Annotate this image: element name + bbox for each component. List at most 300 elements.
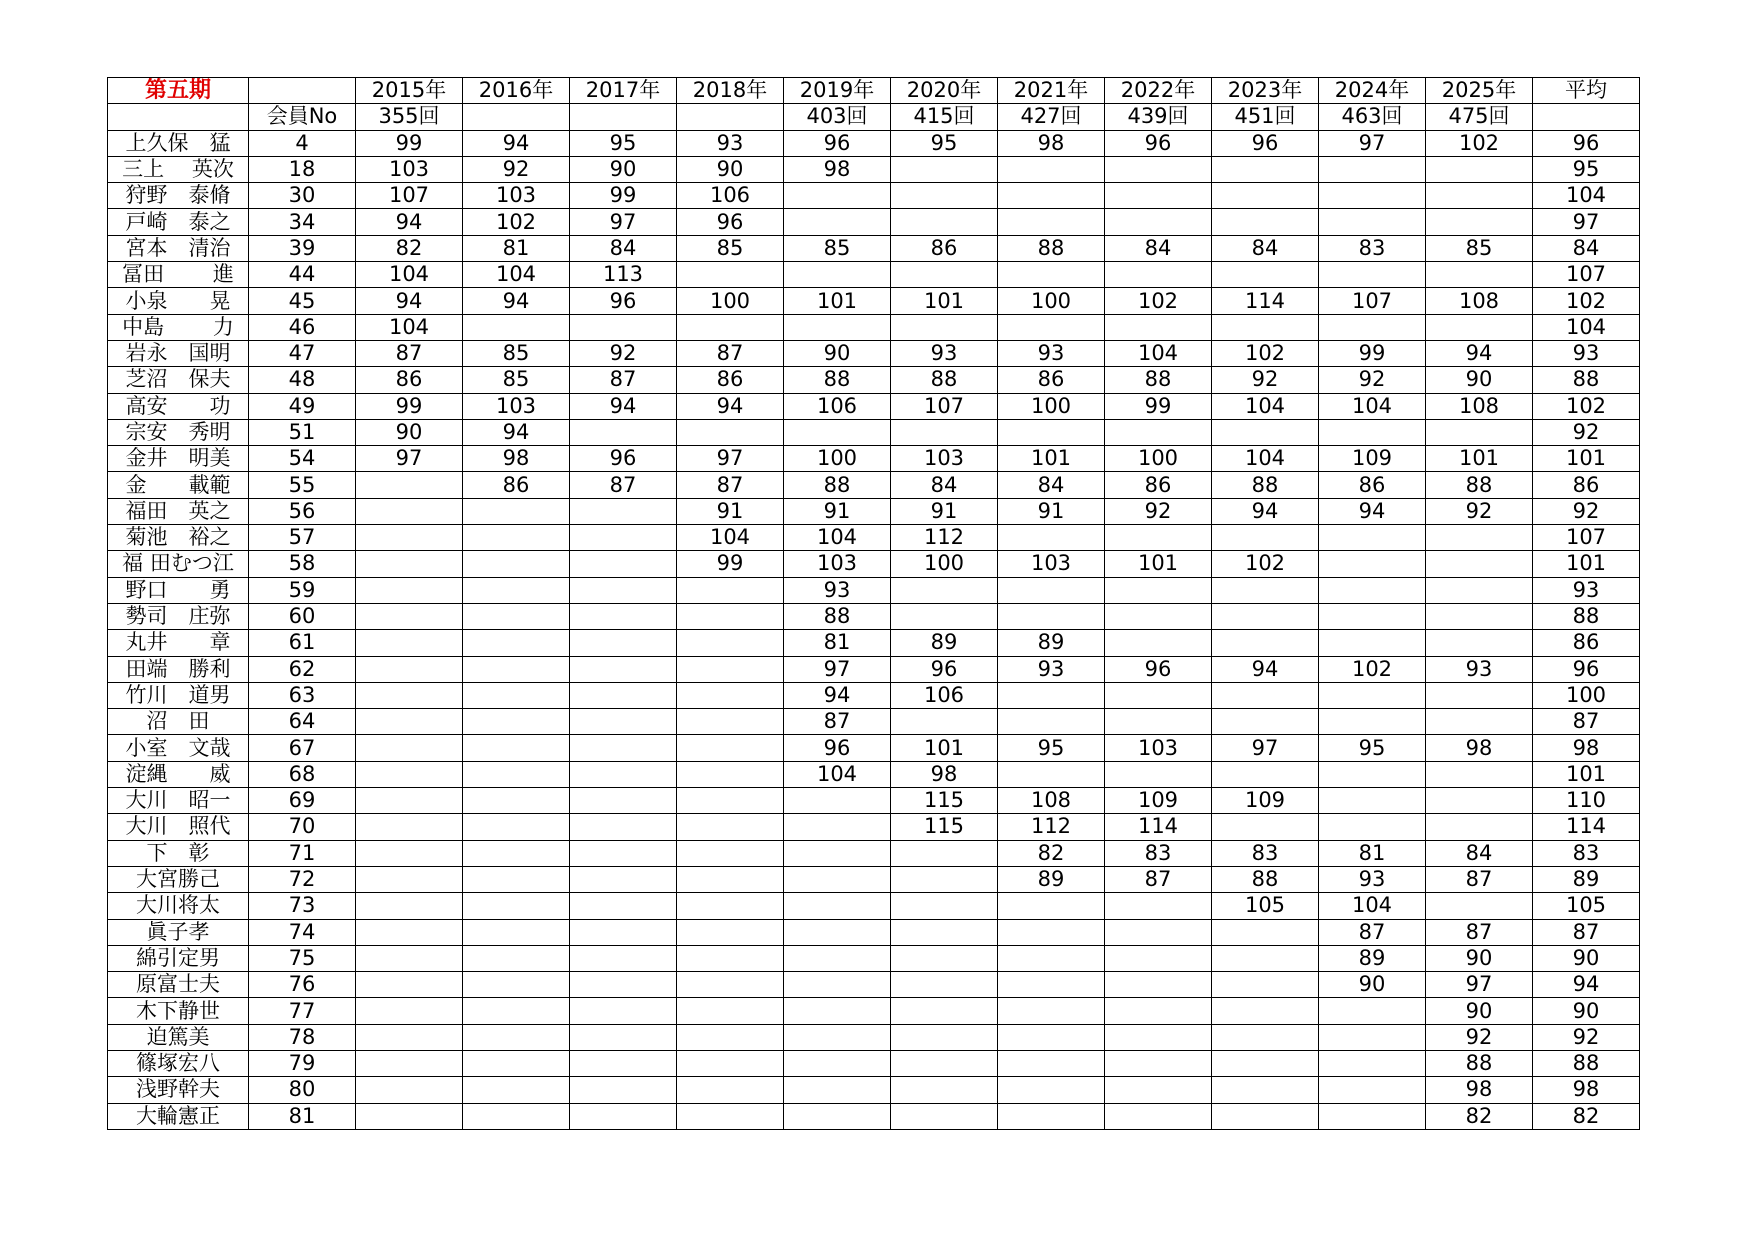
- score-cell: [1426, 183, 1533, 209]
- score-cell: [677, 735, 784, 761]
- score-cell: [998, 419, 1105, 445]
- member-name-cell: 木下静世: [108, 998, 249, 1024]
- member-row: [108, 761, 1640, 787]
- score-cell: 115: [891, 788, 998, 814]
- score-cell: [463, 788, 570, 814]
- member-no-cell: 78: [249, 1024, 356, 1050]
- member-no-cell: 77: [249, 998, 356, 1024]
- score-cell: [570, 709, 677, 735]
- score-cell: [784, 840, 891, 866]
- member-no-cell: 72: [249, 866, 356, 892]
- score-cell: [463, 709, 570, 735]
- score-cell: [1105, 209, 1212, 235]
- score-cell: 87: [1426, 919, 1533, 945]
- score-cell: [356, 630, 463, 656]
- score-cell: 83: [1319, 235, 1426, 261]
- score-cell: 88: [998, 235, 1105, 261]
- score-cell: [570, 998, 677, 1024]
- score-cell: [1212, 709, 1319, 735]
- score-cell: 87: [1319, 919, 1426, 945]
- score-cell: [463, 945, 570, 971]
- score-cell: [784, 945, 891, 971]
- score-cell: 101: [891, 735, 998, 761]
- member-row: [108, 945, 1640, 971]
- year-header: 2023年: [1212, 78, 1319, 104]
- score-cell: [1212, 630, 1319, 656]
- score-cell: [1212, 1077, 1319, 1103]
- score-cell: 87: [1105, 866, 1212, 892]
- average-cell: 92: [1533, 419, 1640, 445]
- score-cell: [1105, 525, 1212, 551]
- score-cell: 97: [1426, 972, 1533, 998]
- score-cell: 103: [891, 446, 998, 472]
- score-cell: [1105, 682, 1212, 708]
- average-cell: 86: [1533, 472, 1640, 498]
- score-cell: [784, 1024, 891, 1050]
- member-row: [108, 866, 1640, 892]
- score-cell: [1319, 682, 1426, 708]
- member-row: [108, 235, 1640, 261]
- score-cell: [1319, 1103, 1426, 1129]
- score-cell: 96: [784, 735, 891, 761]
- score-cell: 86: [463, 472, 570, 498]
- score-cell: 84: [1105, 235, 1212, 261]
- score-cell: [356, 998, 463, 1024]
- score-cell: 90: [784, 340, 891, 366]
- score-cell: 89: [998, 630, 1105, 656]
- member-row: [108, 735, 1640, 761]
- average-cell: 87: [1533, 709, 1640, 735]
- score-cell: [1212, 1050, 1319, 1076]
- score-cell: [1105, 603, 1212, 629]
- member-no-cell: 71: [249, 840, 356, 866]
- session-cell: 427回: [998, 104, 1105, 130]
- score-cell: [998, 682, 1105, 708]
- score-cell: 95: [1319, 735, 1426, 761]
- score-cell: [998, 998, 1105, 1024]
- member-row: [108, 972, 1640, 998]
- score-cell: 88: [1212, 472, 1319, 498]
- score-cell: [1105, 183, 1212, 209]
- score-cell: [677, 656, 784, 682]
- score-cell: [1212, 814, 1319, 840]
- member-no-cell: 49: [249, 393, 356, 419]
- score-cell: [998, 919, 1105, 945]
- session-cell: 463回: [1319, 104, 1426, 130]
- member-no-cell: 47: [249, 340, 356, 366]
- year-header: 2018年: [677, 78, 784, 104]
- score-cell: 114: [1105, 814, 1212, 840]
- score-cell: 100: [998, 393, 1105, 419]
- member-name-cell: 田端 勝利: [108, 656, 249, 682]
- score-cell: [677, 709, 784, 735]
- score-cell: 92: [570, 340, 677, 366]
- member-row: [108, 551, 1640, 577]
- score-cell: [1319, 262, 1426, 288]
- score-cell: 97: [356, 446, 463, 472]
- score-cell: [998, 1050, 1105, 1076]
- score-cell: 92: [1105, 498, 1212, 524]
- score-cell: 103: [784, 551, 891, 577]
- session-cell: 415回: [891, 104, 998, 130]
- score-cell: [677, 972, 784, 998]
- score-cell: [677, 314, 784, 340]
- year-header: 2025年: [1426, 78, 1533, 104]
- score-cell: 96: [1105, 656, 1212, 682]
- score-cell: [677, 919, 784, 945]
- average-cell: 104: [1533, 183, 1640, 209]
- score-cell: 82: [356, 235, 463, 261]
- score-cell: 86: [891, 235, 998, 261]
- average-header: 平均: [1533, 78, 1640, 104]
- score-cell: [891, 919, 998, 945]
- score-cell: [356, 577, 463, 603]
- member-name-cell: 丸井 章: [108, 630, 249, 656]
- score-cell: [356, 945, 463, 971]
- score-cell: [1319, 761, 1426, 787]
- score-cell: 95: [891, 130, 998, 156]
- score-cell: [1319, 998, 1426, 1024]
- score-cell: [1319, 577, 1426, 603]
- average-cell: 105: [1533, 893, 1640, 919]
- member-row: [108, 183, 1640, 209]
- score-cell: 92: [463, 156, 570, 182]
- score-cell: [463, 682, 570, 708]
- score-cell: [570, 525, 677, 551]
- member-name-cell: 菊池 裕之: [108, 525, 249, 551]
- average-cell: 100: [1533, 682, 1640, 708]
- average-cell: 93: [1533, 340, 1640, 366]
- score-cell: [356, 1050, 463, 1076]
- score-cell: [1319, 551, 1426, 577]
- year-header: 2021年: [998, 78, 1105, 104]
- score-cell: [1319, 525, 1426, 551]
- score-cell: [1105, 577, 1212, 603]
- score-cell: 87: [570, 472, 677, 498]
- score-cell: 103: [998, 551, 1105, 577]
- score-cell: [463, 314, 570, 340]
- member-row: [108, 393, 1640, 419]
- score-cell: 90: [1426, 945, 1533, 971]
- member-no-cell: 44: [249, 262, 356, 288]
- score-cell: 104: [1212, 446, 1319, 472]
- member-no-cell: 70: [249, 814, 356, 840]
- score-cell: [1212, 945, 1319, 971]
- member-name-cell: 篠塚宏八: [108, 1050, 249, 1076]
- score-cell: 96: [1212, 130, 1319, 156]
- score-cell: [891, 972, 998, 998]
- member-no-cell: 57: [249, 525, 356, 551]
- score-cell: 88: [1426, 472, 1533, 498]
- score-cell: [1212, 998, 1319, 1024]
- score-cell: 94: [463, 288, 570, 314]
- score-cell: 107: [1319, 288, 1426, 314]
- member-row: [108, 1077, 1640, 1103]
- average-cell: 89: [1533, 866, 1640, 892]
- average-cell: 104: [1533, 314, 1640, 340]
- member-no-cell: 58: [249, 551, 356, 577]
- score-cell: [891, 419, 998, 445]
- score-cell: [1212, 209, 1319, 235]
- average-cell: 82: [1533, 1103, 1640, 1129]
- score-cell: 87: [570, 367, 677, 393]
- score-cell: [998, 1024, 1105, 1050]
- score-cell: [463, 525, 570, 551]
- score-cell: [356, 1077, 463, 1103]
- year-header: 2017年: [570, 78, 677, 104]
- score-cell: [1426, 788, 1533, 814]
- score-cell: 91: [784, 498, 891, 524]
- score-cell: 95: [570, 130, 677, 156]
- score-cell: 98: [1426, 1077, 1533, 1103]
- score-cell: 100: [677, 288, 784, 314]
- score-cell: [677, 1050, 784, 1076]
- score-cell: 94: [356, 209, 463, 235]
- score-cell: [677, 1024, 784, 1050]
- score-cell: [1212, 682, 1319, 708]
- member-no-cell: 45: [249, 288, 356, 314]
- score-cell: [1319, 314, 1426, 340]
- score-cell: 90: [570, 156, 677, 182]
- score-cell: 92: [1426, 498, 1533, 524]
- score-cell: 83: [1105, 840, 1212, 866]
- score-cell: 94: [1212, 656, 1319, 682]
- score-cell: [784, 314, 891, 340]
- member-row: [108, 340, 1640, 366]
- score-cell: [1426, 209, 1533, 235]
- score-cell: 104: [1319, 393, 1426, 419]
- score-cell: 91: [891, 498, 998, 524]
- score-cell: 109: [1212, 788, 1319, 814]
- score-cell: [1212, 419, 1319, 445]
- member-no-cell: 51: [249, 419, 356, 445]
- score-cell: 102: [1319, 656, 1426, 682]
- session-cell: [677, 104, 784, 130]
- score-cell: 114: [1212, 288, 1319, 314]
- member-row: [108, 130, 1640, 156]
- score-cell: [1105, 1050, 1212, 1076]
- score-cell: [998, 761, 1105, 787]
- score-cell: 93: [891, 340, 998, 366]
- score-cell: [998, 183, 1105, 209]
- score-cell: [677, 866, 784, 892]
- score-cell: [1319, 209, 1426, 235]
- score-cell: 98: [1426, 735, 1533, 761]
- year-header: 2016年: [463, 78, 570, 104]
- member-name-cell: 小室 文哉: [108, 735, 249, 761]
- member-name-cell: 戸崎 泰之: [108, 209, 249, 235]
- average-cell: 92: [1533, 498, 1640, 524]
- score-cell: [891, 156, 998, 182]
- score-cell: [784, 998, 891, 1024]
- member-no-cell: 67: [249, 735, 356, 761]
- score-cell: 90: [1319, 972, 1426, 998]
- score-cell: [1105, 972, 1212, 998]
- score-cell: 93: [677, 130, 784, 156]
- score-cell: 86: [677, 367, 784, 393]
- member-name-cell: 下 彰: [108, 840, 249, 866]
- score-cell: 101: [891, 288, 998, 314]
- score-cell: 96: [677, 209, 784, 235]
- score-cell: 86: [998, 367, 1105, 393]
- score-cell: 98: [998, 130, 1105, 156]
- score-cell: [463, 866, 570, 892]
- member-no-cell: 4: [249, 130, 356, 156]
- score-cell: [1426, 709, 1533, 735]
- score-cell: 93: [1319, 866, 1426, 892]
- score-cell: 92: [1319, 367, 1426, 393]
- member-row: [108, 525, 1640, 551]
- score-cell: 107: [356, 183, 463, 209]
- score-cell: [1212, 1024, 1319, 1050]
- member-name-cell: 上久保 猛: [108, 130, 249, 156]
- score-cell: [891, 183, 998, 209]
- score-cell: 104: [1212, 393, 1319, 419]
- score-cell: 81: [784, 630, 891, 656]
- score-cell: [677, 682, 784, 708]
- header-row-sessions: [108, 104, 1640, 130]
- score-cell: 89: [998, 866, 1105, 892]
- member-no-cell: 55: [249, 472, 356, 498]
- score-cell: [570, 972, 677, 998]
- member-row: [108, 472, 1640, 498]
- member-name-cell: 淀縄 威: [108, 761, 249, 787]
- member-no-cell: 73: [249, 893, 356, 919]
- member-name-cell: 大輪憲正: [108, 1103, 249, 1129]
- score-cell: [1426, 551, 1533, 577]
- score-cell: 93: [1426, 656, 1533, 682]
- score-cell: [356, 840, 463, 866]
- score-cell: 102: [1212, 551, 1319, 577]
- member-row: [108, 682, 1640, 708]
- score-cell: 85: [463, 340, 570, 366]
- score-cell: 105: [1212, 893, 1319, 919]
- score-cell: [1426, 577, 1533, 603]
- score-cell: [1105, 419, 1212, 445]
- member-row: [108, 1103, 1640, 1129]
- average-cell: 90: [1533, 998, 1640, 1024]
- score-cell: 107: [891, 393, 998, 419]
- score-cell: [356, 603, 463, 629]
- score-cell: [784, 419, 891, 445]
- score-cell: 99: [1105, 393, 1212, 419]
- score-cell: [356, 1024, 463, 1050]
- score-cell: [891, 998, 998, 1024]
- average-cell: 96: [1533, 656, 1640, 682]
- score-cell: [1319, 1024, 1426, 1050]
- score-cell: [998, 209, 1105, 235]
- score-cell: 109: [1105, 788, 1212, 814]
- member-name-cell: 福田 英之: [108, 498, 249, 524]
- score-cell: 94: [1319, 498, 1426, 524]
- score-cell: 100: [784, 446, 891, 472]
- score-cell: 93: [784, 577, 891, 603]
- score-cell: 85: [463, 367, 570, 393]
- score-cell: [677, 419, 784, 445]
- average-cell: 96: [1533, 130, 1640, 156]
- member-row: [108, 314, 1640, 340]
- score-cell: [1319, 630, 1426, 656]
- score-cell: [677, 761, 784, 787]
- session-cell: [463, 104, 570, 130]
- score-cell: 95: [998, 735, 1105, 761]
- member-row: [108, 656, 1640, 682]
- score-cell: 102: [1426, 130, 1533, 156]
- score-cell: [998, 525, 1105, 551]
- member-row: [108, 262, 1640, 288]
- member-row: [108, 893, 1640, 919]
- score-cell: 108: [998, 788, 1105, 814]
- score-cell: [891, 709, 998, 735]
- score-cell: [570, 630, 677, 656]
- score-cell: [1212, 314, 1319, 340]
- score-cell: [998, 1077, 1105, 1103]
- score-cell: 113: [570, 262, 677, 288]
- score-cell: 102: [1212, 340, 1319, 366]
- score-cell: [356, 866, 463, 892]
- score-cell: [1212, 262, 1319, 288]
- score-cell: 85: [1426, 235, 1533, 261]
- score-cell: [356, 814, 463, 840]
- average-cell: 101: [1533, 446, 1640, 472]
- score-cell: [1212, 183, 1319, 209]
- score-cell: [356, 498, 463, 524]
- score-cell: [784, 262, 891, 288]
- session-cell: 451回: [1212, 104, 1319, 130]
- score-cell: [998, 1103, 1105, 1129]
- member-no-cell: 69: [249, 788, 356, 814]
- member-no-cell: 75: [249, 945, 356, 971]
- score-cell: 92: [1212, 367, 1319, 393]
- score-cell: [1105, 709, 1212, 735]
- score-cell: 108: [1426, 393, 1533, 419]
- score-cell: 103: [356, 156, 463, 182]
- score-cell: [1105, 262, 1212, 288]
- score-cell: [356, 972, 463, 998]
- average-cell: 98: [1533, 1077, 1640, 1103]
- score-cell: [1426, 761, 1533, 787]
- member-name-cell: 岩永 国明: [108, 340, 249, 366]
- score-cell: 96: [784, 130, 891, 156]
- member-name-cell: 野口 勇: [108, 577, 249, 603]
- score-cell: 94: [463, 130, 570, 156]
- score-cell: [784, 209, 891, 235]
- score-cell: [784, 183, 891, 209]
- score-cell: [570, 735, 677, 761]
- score-cell: [784, 1050, 891, 1076]
- score-cell: 98: [784, 156, 891, 182]
- score-cell: [1105, 314, 1212, 340]
- score-cell: [998, 314, 1105, 340]
- member-no-cell: 60: [249, 603, 356, 629]
- member-no-cell: 18: [249, 156, 356, 182]
- member-name-cell: 中島 力: [108, 314, 249, 340]
- average-cell: 107: [1533, 525, 1640, 551]
- score-cell: [463, 919, 570, 945]
- member-name-cell: 三上 英次: [108, 156, 249, 182]
- score-cell: [1212, 1103, 1319, 1129]
- score-cell: 90: [677, 156, 784, 182]
- score-cell: [784, 893, 891, 919]
- score-cell: [463, 814, 570, 840]
- member-no-header: 会員No: [249, 104, 356, 130]
- score-cell: 97: [784, 656, 891, 682]
- member-name-cell: 高安 功: [108, 393, 249, 419]
- score-cell: [1319, 183, 1426, 209]
- member-name-cell: 沼 田: [108, 709, 249, 735]
- score-cell: [463, 498, 570, 524]
- score-cell: 94: [570, 393, 677, 419]
